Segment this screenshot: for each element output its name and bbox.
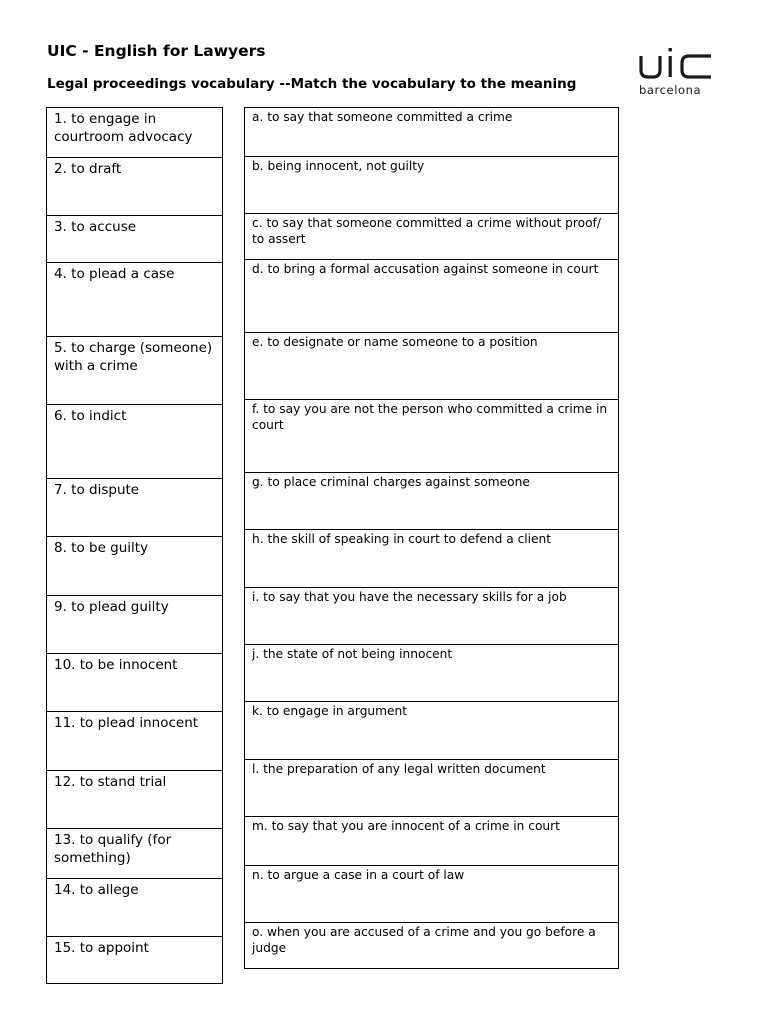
- table-row: [47, 879, 223, 937]
- term-cell: 4. to plead a case: [47, 263, 223, 337]
- meaning-cell: d. to bring a formal accusation against someone in court: [245, 260, 619, 333]
- meaning-cell: n. to argue a case in a court of law: [245, 866, 619, 923]
- meaning-cell: f. to say you are not the person who committed a crime in court: [245, 400, 619, 473]
- table-row: [245, 333, 619, 400]
- table-row: [47, 158, 223, 216]
- term-cell: 2. to draft: [47, 158, 223, 216]
- table-row: [245, 702, 619, 760]
- term-cell: 11. to plead innocent: [47, 712, 223, 771]
- term-cell: 13. to qualify (for something): [47, 829, 223, 879]
- meaning-cell: k. to engage in argument: [245, 702, 619, 760]
- table-row: [47, 829, 223, 879]
- term-cell: 5. to charge (someone) with a crime: [47, 337, 223, 405]
- table-row: [245, 108, 619, 157]
- meaning-cell: b. being innocent, not guilty: [245, 157, 619, 214]
- table-row: [245, 473, 619, 530]
- meanings-table: [244, 107, 619, 969]
- table-row: [245, 260, 619, 333]
- meaning-cell: h. the skill of speaking in court to defend a client: [245, 530, 619, 588]
- uic-logo: [638, 46, 716, 98]
- meaning-cell: j. the state of not being innocent: [245, 645, 619, 702]
- table-row: [245, 866, 619, 923]
- table-row: [245, 760, 619, 817]
- meaning-cell: o. when you are accused of a crime and you go before a judge: [245, 923, 619, 969]
- terms-table: [46, 107, 223, 984]
- table-row: [245, 923, 619, 969]
- term-cell: 3. to accuse: [47, 216, 223, 263]
- table-row: [47, 537, 223, 596]
- term-cell: 7. to dispute: [47, 479, 223, 537]
- meaning-cell: g. to place criminal charges against someone: [245, 473, 619, 530]
- meaning-cell: e. to designate or name someone to a position: [245, 333, 619, 400]
- table-row: [47, 771, 223, 829]
- table-row: [47, 654, 223, 712]
- table-row: [47, 405, 223, 479]
- meaning-cell: c. to say that someone committed a crime without proof/ to assert: [245, 214, 619, 260]
- meaning-cell: i. to say that you have the necessary skills for a job: [245, 588, 619, 645]
- table-row: [47, 937, 223, 984]
- table-row: [245, 400, 619, 473]
- term-cell: 8. to be guilty: [47, 537, 223, 596]
- table-row: [245, 588, 619, 645]
- table-row: [245, 214, 619, 260]
- table-row: [245, 157, 619, 214]
- term-cell: 10. to be innocent: [47, 654, 223, 712]
- table-row: [47, 216, 223, 263]
- term-cell: 12. to stand trial: [47, 771, 223, 829]
- table-row: [47, 108, 223, 158]
- table-row: [47, 479, 223, 537]
- logo-caption: barcelona: [639, 83, 702, 97]
- term-cell: 15. to appoint: [47, 937, 223, 984]
- document-title: UIC - English for Lawyers: [47, 42, 266, 60]
- table-row: [245, 645, 619, 702]
- term-cell: 14. to allege: [47, 879, 223, 937]
- table-row: [245, 817, 619, 866]
- meaning-cell: a. to say that someone committed a crime: [245, 108, 619, 157]
- uic-logo-mark: [638, 46, 714, 80]
- term-cell: 9. to plead guilty: [47, 596, 223, 654]
- term-cell: 1. to engage in courtroom advocacy: [47, 108, 223, 158]
- table-row: [47, 596, 223, 654]
- term-cell: 6. to indict: [47, 405, 223, 479]
- document-subtitle: Legal proceedings vocabulary --Match the vocabulary to the meaning: [47, 76, 577, 92]
- meaning-cell: m. to say that you are innocent of a crime in court: [245, 817, 619, 866]
- table-row: [47, 337, 223, 405]
- table-row: [245, 530, 619, 588]
- table-row: [47, 263, 223, 337]
- meaning-cell: l. the preparation of any legal written document: [245, 760, 619, 817]
- table-row: [47, 712, 223, 771]
